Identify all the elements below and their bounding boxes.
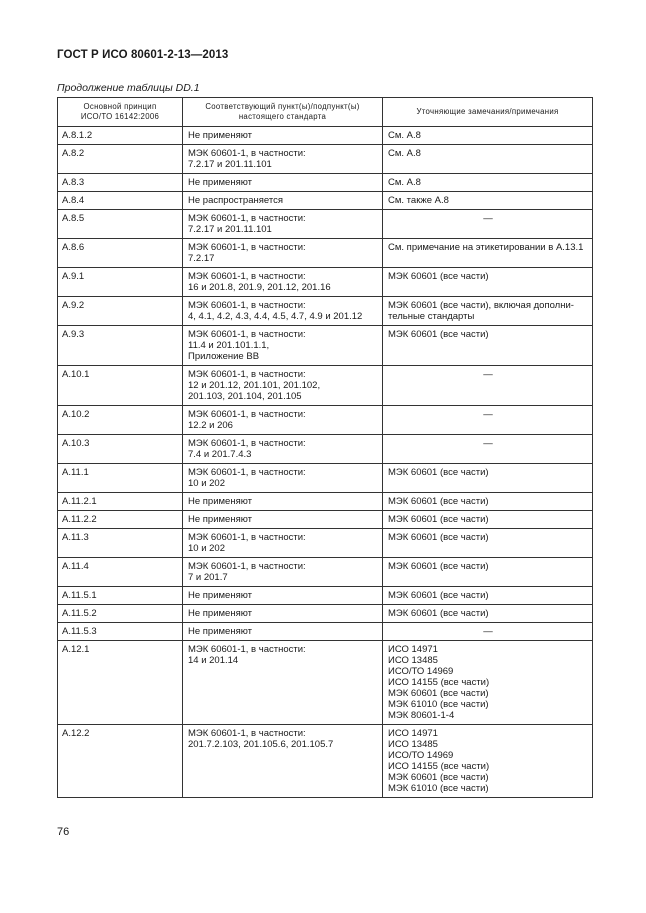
table-row: [58, 326, 593, 366]
clause-cell: МЭК 60601-1, в частности: 10 и 202: [183, 529, 383, 558]
table-row: [58, 192, 593, 210]
clause-cell: МЭК 60601-1, в частности: 7.2.17: [183, 239, 383, 268]
principle-cell: A.11.2.2: [58, 511, 183, 529]
table-row: [58, 127, 593, 145]
principle-cell: A.10.2: [58, 406, 183, 435]
document-title: ГОСТ Р ИСО 80601-2-13—2013: [57, 49, 229, 61]
remarks-cell: МЭК 60601 (все части): [383, 587, 593, 605]
remarks-cell: МЭК 60601 (все части): [383, 558, 593, 587]
remarks-cell: МЭК 60601 (все части): [383, 268, 593, 297]
remarks-cell: —: [383, 210, 593, 239]
principle-cell: A.10.1: [58, 366, 183, 406]
remarks-cell: МЭК 60601 (все части): [383, 326, 593, 366]
remarks-cell: —: [383, 366, 593, 406]
remarks-cell: МЭК 60601 (все части): [383, 493, 593, 511]
correspondence-table: [57, 97, 593, 798]
principle-cell: A.11.1: [58, 464, 183, 493]
table-row: [58, 406, 593, 435]
principle-cell: A.8.3: [58, 174, 183, 192]
remarks-cell: ИСО 14971 ИСО 13485 ИСО/ТО 14969 ИСО 14155 (все части) МЭК 60601 (все части) МЭК 61010 (все части): [383, 725, 593, 798]
clause-cell: МЭК 60601-1, в частности: 201.7.2.103, 201.105.6, 201.105.7: [183, 725, 383, 798]
clause-cell: МЭК 60601-1, в частности: 12 и 201.12, 201.101, 201.102, 201.103, 201.104, 201.105: [183, 366, 383, 406]
principle-cell: A.9.2: [58, 297, 183, 326]
table-row: [58, 641, 593, 725]
remarks-cell: —: [383, 623, 593, 641]
column-header-remarks: Уточняющие замечания/примечания: [383, 98, 593, 127]
table-row: [58, 623, 593, 641]
clause-cell: Не применяют: [183, 623, 383, 641]
principle-cell: A.8.4: [58, 192, 183, 210]
clause-cell: МЭК 60601-1, в частности: 14 и 201.14: [183, 641, 383, 725]
table-row: [58, 435, 593, 464]
remarks-cell: —: [383, 435, 593, 464]
remarks-cell: ИСО 14971 ИСО 13485 ИСО/ТО 14969 ИСО 14155 (все части) МЭК 60601 (все части) МЭК 61010 (все части) МЭК 80601-1-4: [383, 641, 593, 725]
principle-cell: A.12.1: [58, 641, 183, 725]
table-row: [58, 558, 593, 587]
clause-cell: Не применяют: [183, 587, 383, 605]
principle-cell: A.8.1.2: [58, 127, 183, 145]
remarks-cell: МЭК 60601 (все части): [383, 511, 593, 529]
clause-cell: МЭК 60601-1, в частности: 11.4 и 201.101.1.1, Приложение ВВ: [183, 326, 383, 366]
clause-cell: МЭК 60601-1, в частности: 4, 4.1, 4.2, 4.3, 4.4, 4.5, 4.7, 4.9 и 201.12: [183, 297, 383, 326]
table-row: [58, 268, 593, 297]
clause-cell: Не применяют: [183, 605, 383, 623]
table-row: [58, 210, 593, 239]
clause-cell: МЭК 60601-1, в частности: 16 и 201.8, 201.9, 201.12, 201.16: [183, 268, 383, 297]
principle-cell: A.12.2: [58, 725, 183, 798]
principle-cell: A.11.5.2: [58, 605, 183, 623]
table-row: [58, 725, 593, 798]
remarks-cell: См. А.8: [383, 145, 593, 174]
table-row: [58, 145, 593, 174]
table-row: [58, 493, 593, 511]
table-header-row: [58, 98, 593, 127]
page-number: 76: [57, 826, 70, 838]
clause-cell: Не применяют: [183, 511, 383, 529]
column-header-clause: Соответствующий пункт(ы)/подпункт(ы) настоящего стандарта: [183, 98, 383, 127]
clause-cell: МЭК 60601-1, в частности: 7.4 и 201.7.4.3: [183, 435, 383, 464]
table-caption: Продолжение таблицы DD.1: [57, 82, 200, 94]
principle-cell: A.8.6: [58, 239, 183, 268]
clause-cell: Не применяют: [183, 127, 383, 145]
principle-cell: A.8.5: [58, 210, 183, 239]
principle-cell: A.10.3: [58, 435, 183, 464]
clause-cell: Не применяют: [183, 493, 383, 511]
column-header-principle: Основной принцип ИСО/ТО 16142:2006: [58, 98, 183, 127]
clause-cell: МЭК 60601-1, в частности: 10 и 202: [183, 464, 383, 493]
clause-cell: МЭК 60601-1, в частности: 7.2.17 и 201.11.101: [183, 145, 383, 174]
remarks-cell: См. также А.8: [383, 192, 593, 210]
clause-cell: МЭК 60601-1, в частности: 7 и 201.7: [183, 558, 383, 587]
remarks-cell: МЭК 60601 (все части): [383, 605, 593, 623]
table-body: [58, 127, 593, 798]
table-row: [58, 239, 593, 268]
remarks-cell: —: [383, 406, 593, 435]
principle-cell: A.11.2.1: [58, 493, 183, 511]
remarks-cell: См. А.8: [383, 174, 593, 192]
table-row: [58, 366, 593, 406]
clause-cell: МЭК 60601-1, в частности: 7.2.17 и 201.11.101: [183, 210, 383, 239]
principle-cell: A.11.3: [58, 529, 183, 558]
principle-cell: A.9.3: [58, 326, 183, 366]
clause-cell: Не применяют: [183, 174, 383, 192]
principle-cell: A.11.5.1: [58, 587, 183, 605]
table-row: [58, 464, 593, 493]
remarks-cell: См. примечание на этикетировании в А.13.1: [383, 239, 593, 268]
clause-cell: Не распространяется: [183, 192, 383, 210]
table-row: [58, 587, 593, 605]
remarks-cell: МЭК 60601 (все части): [383, 529, 593, 558]
remarks-cell: См. А.8: [383, 127, 593, 145]
remarks-cell: МЭК 60601 (все части), включая дополни- тельные стандарты: [383, 297, 593, 326]
table-row: [58, 174, 593, 192]
table-row: [58, 511, 593, 529]
principle-cell: A.11.5.3: [58, 623, 183, 641]
remarks-cell: МЭК 60601 (все части): [383, 464, 593, 493]
table-row: [58, 297, 593, 326]
clause-cell: МЭК 60601-1, в частности: 12.2 и 206: [183, 406, 383, 435]
table-row: [58, 529, 593, 558]
principle-cell: A.8.2: [58, 145, 183, 174]
principle-cell: A.11.4: [58, 558, 183, 587]
principle-cell: A.9.1: [58, 268, 183, 297]
table-row: [58, 605, 593, 623]
